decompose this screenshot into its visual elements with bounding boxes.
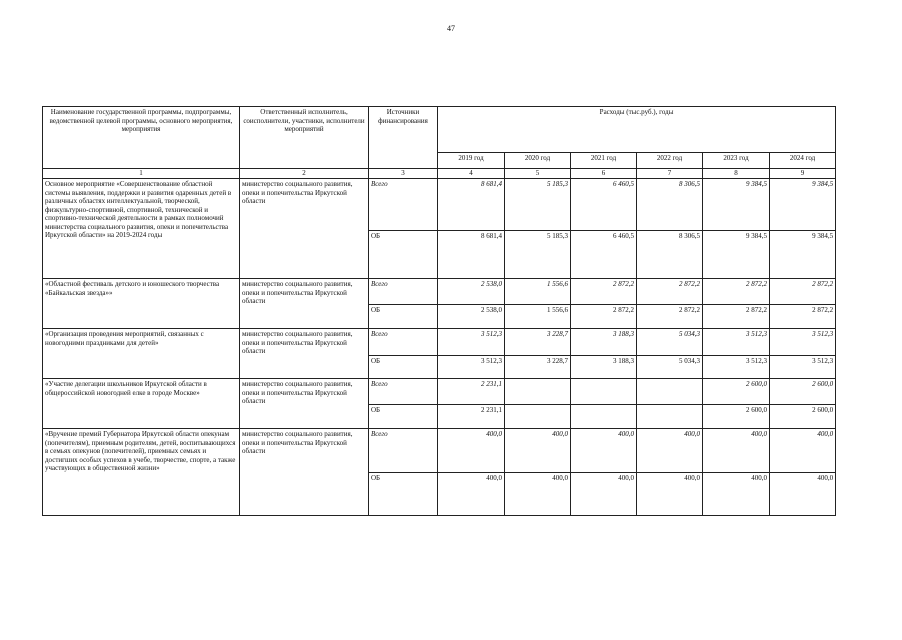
total-value: 400,0 bbox=[505, 429, 571, 473]
total-value: 5 185,3 bbox=[505, 179, 571, 231]
total-value: 6 460,5 bbox=[571, 179, 637, 231]
source-total-label: Всего bbox=[369, 429, 438, 473]
column-number: 7 bbox=[637, 169, 703, 179]
total-value: 2 872,2 bbox=[703, 279, 770, 305]
responsible-executor: министерство социального развития, опеки и попечительства Иркутской области bbox=[240, 179, 369, 279]
activity-name: «Участие делегации школьников Иркутской области в общероссийской новогодней елке в городе Москве» bbox=[43, 379, 240, 429]
column-number: 5 bbox=[505, 169, 571, 179]
source-ob-label: ОБ bbox=[369, 473, 438, 516]
total-value: 3 512,3 bbox=[703, 329, 770, 356]
total-value bbox=[505, 379, 571, 405]
total-value: 9 384,5 bbox=[770, 179, 836, 231]
total-value: 2 872,2 bbox=[637, 279, 703, 305]
ob-value: 3 228,7 bbox=[505, 356, 571, 379]
table-row bbox=[43, 279, 836, 305]
header-year: 2019 год bbox=[438, 153, 505, 169]
ob-value: 8 681,4 bbox=[438, 231, 505, 279]
table-row bbox=[43, 329, 836, 356]
total-value: 3 512,3 bbox=[438, 329, 505, 356]
column-number-row bbox=[43, 169, 836, 179]
header-year: 2024 год bbox=[770, 153, 836, 169]
total-value: 3 188,3 bbox=[571, 329, 637, 356]
total-value: 8 306,5 bbox=[637, 179, 703, 231]
column-number: 2 bbox=[240, 169, 369, 179]
header-sources: Источники финансирования bbox=[369, 107, 438, 169]
column-number: 4 bbox=[438, 169, 505, 179]
responsible-executor: министерство социального развития, опеки и попечительства Иркутской области bbox=[240, 279, 369, 329]
ob-value: 2 872,2 bbox=[770, 305, 836, 329]
total-value: 9 384,5 bbox=[703, 179, 770, 231]
column-number: 1 bbox=[43, 169, 240, 179]
responsible-executor: министерство социального развития, опеки и попечительства Иркутской области bbox=[240, 379, 369, 429]
header-year: 2023 год bbox=[703, 153, 770, 169]
ob-value: 2 600,0 bbox=[703, 405, 770, 429]
total-value: 3 228,7 bbox=[505, 329, 571, 356]
source-ob-label: ОБ bbox=[369, 231, 438, 279]
total-value: 2 872,2 bbox=[571, 279, 637, 305]
ob-value: 400,0 bbox=[770, 473, 836, 516]
total-value: 400,0 bbox=[637, 429, 703, 473]
ob-value: 2 872,2 bbox=[637, 305, 703, 329]
column-number: 3 bbox=[369, 169, 438, 179]
total-value bbox=[637, 379, 703, 405]
column-number: 9 bbox=[770, 169, 836, 179]
total-value: 8 681,4 bbox=[438, 179, 505, 231]
activity-name: «Областной фестиваль детского и юношеского творчества «Байкальская звезда»» bbox=[43, 279, 240, 329]
total-value: 400,0 bbox=[438, 429, 505, 473]
source-ob-label: ОБ bbox=[369, 356, 438, 379]
table-row bbox=[43, 379, 836, 405]
header-year: 2021 год bbox=[571, 153, 637, 169]
header-year: 2020 год bbox=[505, 153, 571, 169]
total-value: 2 872,2 bbox=[770, 279, 836, 305]
ob-value: 3 512,3 bbox=[438, 356, 505, 379]
ob-value: 400,0 bbox=[703, 473, 770, 516]
ob-value bbox=[637, 405, 703, 429]
ob-value: 2 231,1 bbox=[438, 405, 505, 429]
total-value: 2 231,1 bbox=[438, 379, 505, 405]
table-row bbox=[43, 179, 836, 231]
source-total-label: Всего bbox=[369, 179, 438, 231]
ob-value bbox=[571, 405, 637, 429]
ob-value: 5 185,3 bbox=[505, 231, 571, 279]
header-responsible: Ответственный исполнитель, соисполнители, участники, исполнители мероприятий bbox=[240, 107, 369, 169]
responsible-executor: министерство социального развития, опеки и попечительства Иркутской области bbox=[240, 429, 369, 516]
total-value bbox=[571, 379, 637, 405]
column-number: 8 bbox=[703, 169, 770, 179]
page-number: 47 bbox=[447, 24, 455, 33]
activity-name: «Организация проведения мероприятий, связанных с новогодними праздниками для детей» bbox=[43, 329, 240, 379]
total-value: 400,0 bbox=[703, 429, 770, 473]
ob-value: 5 034,3 bbox=[637, 356, 703, 379]
expenses-table bbox=[42, 106, 836, 516]
ob-value: 3 188,3 bbox=[571, 356, 637, 379]
ob-value: 400,0 bbox=[571, 473, 637, 516]
total-value: 400,0 bbox=[571, 429, 637, 473]
ob-value: 400,0 bbox=[637, 473, 703, 516]
header-expenses: Расходы (тыс.руб.), годы bbox=[438, 107, 836, 153]
total-value: 1 556,6 bbox=[505, 279, 571, 305]
header-year: 2022 год bbox=[637, 153, 703, 169]
ob-value: 2 872,2 bbox=[571, 305, 637, 329]
ob-value: 9 384,5 bbox=[770, 231, 836, 279]
ob-value: 9 384,5 bbox=[703, 231, 770, 279]
source-ob-label: ОБ bbox=[369, 305, 438, 329]
source-total-label: Всего bbox=[369, 279, 438, 305]
ob-value: 8 306,5 bbox=[637, 231, 703, 279]
total-value: 400,0 bbox=[770, 429, 836, 473]
table-row bbox=[43, 429, 836, 473]
ob-value: 1 556,6 bbox=[505, 305, 571, 329]
ob-value: 2 600,0 bbox=[770, 405, 836, 429]
total-value: 2 600,0 bbox=[703, 379, 770, 405]
header-name: Наименование государственной программы, подпрограммы, ведомственной целевой программы, основного мероприятия, мероприятия bbox=[43, 107, 240, 169]
ob-value: 3 512,3 bbox=[703, 356, 770, 379]
column-number: 6 bbox=[571, 169, 637, 179]
ob-value: 6 460,5 bbox=[571, 231, 637, 279]
ob-value: 2 538,0 bbox=[438, 305, 505, 329]
ob-value: 3 512,3 bbox=[770, 356, 836, 379]
total-value: 5 034,3 bbox=[637, 329, 703, 356]
ob-value: 400,0 bbox=[505, 473, 571, 516]
source-total-label: Всего bbox=[369, 329, 438, 356]
ob-value: 2 872,2 bbox=[703, 305, 770, 329]
total-value: 2 538,0 bbox=[438, 279, 505, 305]
activity-name: Основное мероприятие «Совершенствование областной системы выявления, поддержки и развития одаренных детей в различных областях интеллектуальной, творческой, физкультурно-спортивной, спортивной, технической и спортивно-технической деятельности в рамках полномочий министерства социального развития, опеки и попечительства Иркутской области» на 2019-2024 годы bbox=[43, 179, 240, 279]
source-total-label: Всего bbox=[369, 379, 438, 405]
responsible-executor: министерство социального развития, опеки и попечительства Иркутской области bbox=[240, 329, 369, 379]
source-ob-label: ОБ bbox=[369, 405, 438, 429]
total-value: 3 512,3 bbox=[770, 329, 836, 356]
total-value: 2 600,0 bbox=[770, 379, 836, 405]
ob-value bbox=[505, 405, 571, 429]
ob-value: 400,0 bbox=[438, 473, 505, 516]
activity-name: «Вручение премий Губернатора Иркутской области опекунам (попечителям), приемным родителям, детей, воспитывающихся в семьях опекунов (попечителей), приемных семьях и достигших особых успехов в учебе, творчестве, спорте, а также участвующих в общественной жизни» bbox=[43, 429, 240, 516]
